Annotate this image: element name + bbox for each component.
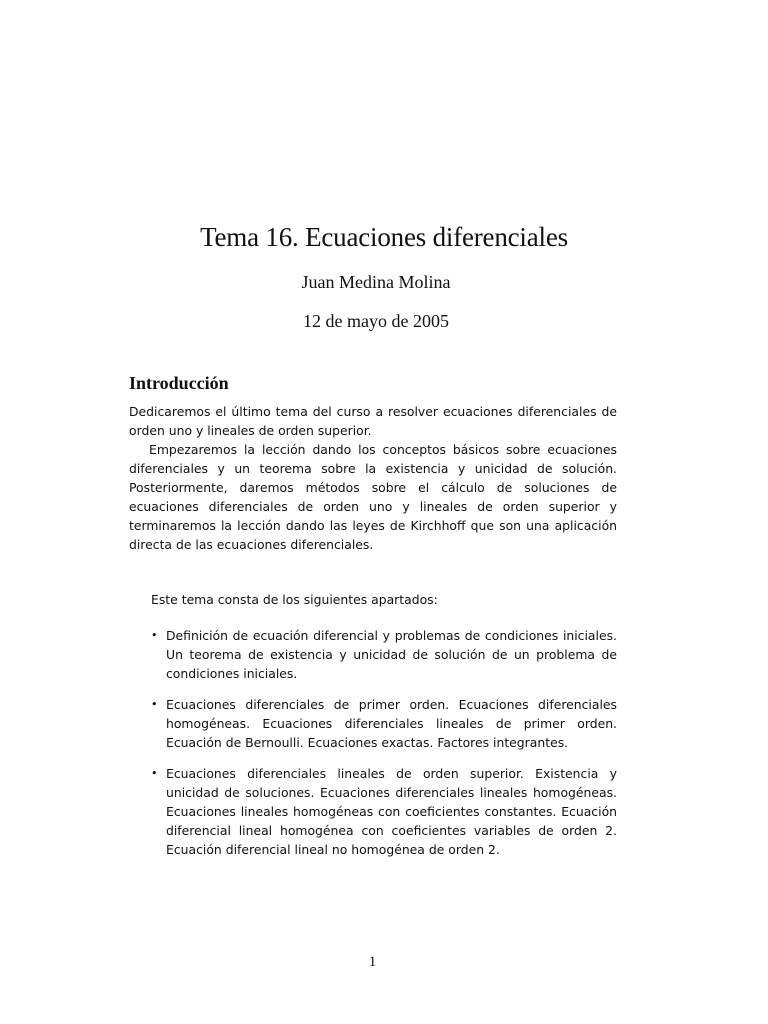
intro-paragraph: Dedicaremos el último tema del curso a resolver ecuaciones diferenciales de orden uno y lineales de orden superior. <box>129 404 617 438</box>
list-item-text: Definición de ecuación diferencial y problemas de condiciones iniciales. Un teorema de existencia y unicidad de solución de un problema de condiciones iniciales. <box>166 628 617 681</box>
document-date: 12 de mayo de 2005 <box>303 311 449 331</box>
list-intro-text: Este tema consta de los siguientes apartados: <box>151 592 438 607</box>
document-author: Juan Medina Molina <box>301 272 451 292</box>
list-item-text: Ecuaciones diferenciales lineales de orden superior. Existencia y unicidad de soluciones. Ecuaciones diferenciales lineales homogéneas. Ecuaciones lineales homogéneas con coeficientes constantes. Ecuación diferencial lineal homogénea con coeficientes variables de orden 2. Ecuación diferencial lineal no homogénea de orden 2. <box>166 766 617 857</box>
topics-list <box>151 626 617 871</box>
list-item <box>151 764 617 859</box>
section-heading-introduccion: Introducción <box>129 373 229 393</box>
bullet-icon: • <box>151 767 158 780</box>
list-item <box>151 695 617 752</box>
page-number: 1 <box>368 954 377 970</box>
intro-paragraph: Empezaremos la lección dando los conceptos básicos sobre ecuaciones diferenciales y un teorema sobre la existencia y unicidad de solución. Posteriormente, daremos métodos sobre el cálculo de soluciones de ecuaciones diferenciales de orden uno y lineales de orden superior y terminaremos la lección dando las leyes de Kirchhoff que son una aplicación directa de las ecuaciones diferenciales. <box>129 442 617 552</box>
bullet-icon: • <box>151 629 158 642</box>
document-title: Tema 16. Ecuaciones diferenciales <box>200 222 568 252</box>
list-item-text: Ecuaciones diferenciales de primer orden. Ecuaciones diferenciales homogéneas. Ecuaciones diferenciales lineales de primer orden. Ecuación de Bernoulli. Ecuaciones exactas. Factores integrantes. <box>166 697 617 750</box>
list-item <box>151 626 617 683</box>
bullet-icon: • <box>151 698 158 711</box>
intro-section <box>129 402 617 554</box>
